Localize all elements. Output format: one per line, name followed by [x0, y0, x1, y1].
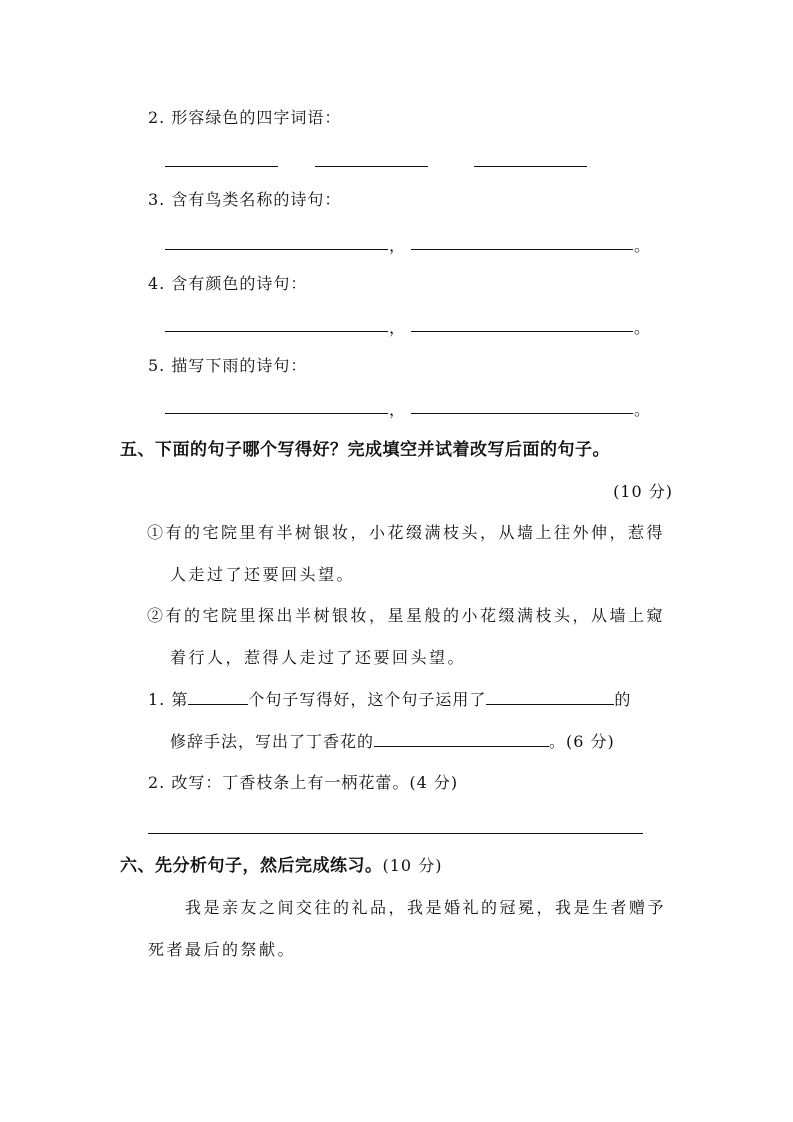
q1-text-e: 。(6 分) — [549, 732, 615, 751]
section-6-score: (10 分) — [382, 856, 443, 875]
question-5-label: 5. 描写下雨的诗句： — [148, 356, 308, 375]
question-2-label: 2. 形容绿色的四字词语： — [148, 108, 342, 127]
comma: ， — [389, 400, 407, 419]
question-3-label: 3. 含有鸟类名称的诗句： — [148, 190, 342, 209]
answer-blank[interactable] — [165, 249, 388, 250]
sentence-2: ②有的宅院里探出半树银妆，星星般的小花缀满枝头，从墙上窥 — [147, 606, 666, 625]
answer-blank[interactable] — [486, 690, 614, 705]
answer-blank[interactable] — [411, 413, 633, 414]
comma: ， — [389, 236, 407, 255]
paragraph-line-1: 我是亲友之间交往的礼品，我是婚礼的冠冕，我是生者赠予 — [185, 898, 667, 917]
answer-blank[interactable] — [411, 249, 633, 250]
question-4-label: 4. 含有颜色的诗句： — [148, 274, 308, 293]
q1-text-d: 修辞手法，写出了丁香花的 — [170, 732, 375, 751]
section-6-title: 六、先分析句子，然后完成练习。 — [120, 856, 383, 876]
answer-blank[interactable] — [165, 166, 278, 167]
section-5-score: (10 分) — [613, 482, 673, 501]
sentence-1-cont: 人走过了还要回头望。 — [170, 565, 356, 584]
answer-blank[interactable] — [374, 732, 549, 747]
answer-blank[interactable] — [315, 166, 428, 167]
question-5-2: 2. 改写：丁香枝条上有一柄花蕾。(4 分) — [148, 773, 459, 792]
question-5-1 — [148, 690, 631, 710]
paragraph-line-2: 死者最后的祭献。 — [148, 940, 297, 959]
answer-blank[interactable] — [165, 331, 388, 332]
answer-line[interactable] — [148, 833, 643, 834]
q1-text-c: 的 — [614, 690, 632, 709]
answer-blank[interactable] — [165, 413, 388, 414]
sentence-1: ①有的宅院里有半树银妆，小花缀满枝头，从墙上往外伸，惹得 — [147, 523, 666, 542]
answer-blank[interactable] — [188, 690, 248, 705]
period: 。 — [634, 400, 652, 419]
answer-blank[interactable] — [411, 331, 633, 332]
section-6-heading — [120, 856, 442, 876]
q1-text-a: 1. 第 — [148, 690, 189, 709]
question-5-1-cont — [170, 732, 615, 752]
period: 。 — [634, 236, 652, 255]
period: 。 — [634, 318, 652, 337]
section-5-heading: 五、下面的句子哪个写得好？完成填空并试着改写后面的句子。 — [120, 440, 610, 460]
comma: ， — [389, 318, 407, 337]
q1-text-b: 个句子写得好，这个句子运用了 — [248, 690, 487, 709]
answer-blank[interactable] — [474, 166, 587, 167]
sentence-2-cont: 着行人，惹得人走过了还要回头望。 — [170, 648, 467, 667]
